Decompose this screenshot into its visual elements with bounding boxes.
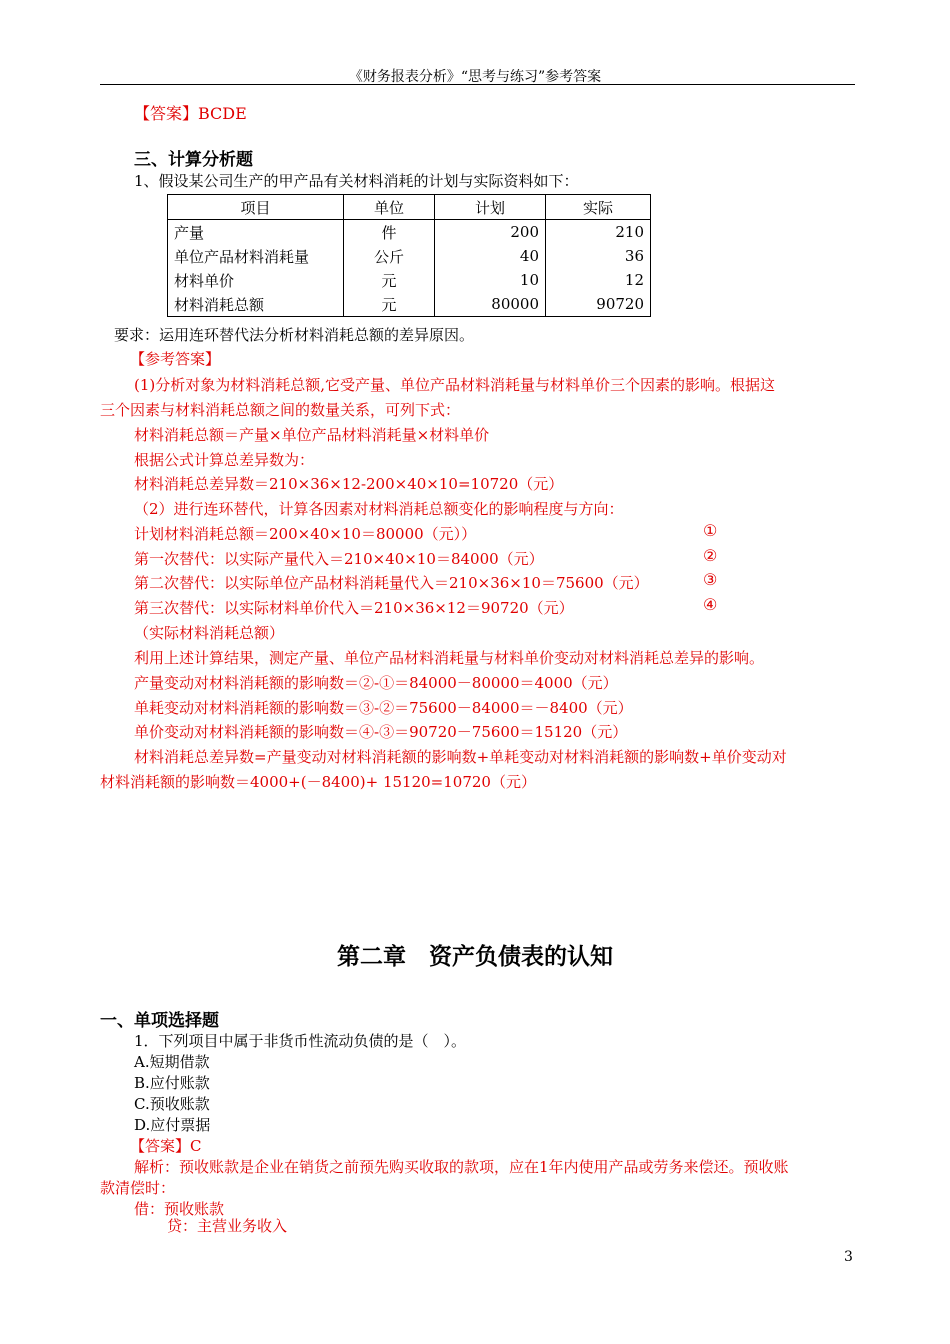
option-b: B.应付账款	[134, 1074, 210, 1092]
table-cell: 材料消耗总额	[168, 292, 344, 317]
analysis-line: 解析：预收账款是企业在销货之前预先购买收取的款项，应在1年内使用产品或劳务来偿还。预收账	[134, 1158, 789, 1176]
answer-line: (1)分析对象为材料消耗总额,它受产量、单位产品材料消耗量与材料单价三个因素的影响。根据这	[134, 376, 776, 394]
table-cell: 件	[344, 220, 435, 245]
table-cell: 36	[546, 244, 651, 268]
answer-line: 材料消耗总差异数=产量变动对材料消耗额的影响数+单耗变动对材料消耗额的影响数+单价变动对	[134, 748, 787, 766]
circled-marker-2: ②	[703, 546, 718, 565]
section-title-calculation: 三、计算分析题	[134, 150, 253, 170]
answer-line: 第三次替代：以实际材料单价代入＝210×36×12＝90720（元）	[134, 599, 574, 617]
header-rule	[100, 84, 855, 85]
analysis-line: 款清偿时：	[100, 1179, 176, 1197]
reference-answer-label: 【参考答案】	[130, 350, 221, 368]
answer-line: 单价变动对材料消耗额的影响数＝④-③＝90720－75600＝15120（元）	[134, 723, 628, 741]
answer-line: 材料消耗总额＝产量×单位产品材料消耗量×材料单价	[134, 426, 490, 444]
table-row	[168, 244, 651, 268]
circled-marker-1: ①	[703, 521, 718, 540]
material-consumption-table	[167, 194, 651, 317]
answer-line: 产量变动对材料消耗额的影响数＝②-①＝84000－80000＝4000（元）	[134, 674, 618, 692]
page-header: 《财务报表分析》“思考与练习”参考答案	[348, 69, 602, 85]
table-cell: 元	[344, 292, 435, 317]
table-cell: 80000	[435, 292, 546, 317]
section-title-single-choice: 一、单项选择题	[100, 1011, 219, 1031]
answer-line: 计划材料消耗总额＝200×40×10＝80000（元））	[134, 525, 477, 543]
answer-line: 材料消耗额的影响数＝4000+(－8400)+ 15120=10720（元）	[100, 773, 536, 791]
table-cell: 公斤	[344, 244, 435, 268]
table-row	[168, 220, 651, 245]
answer-line: 利用上述计算结果，测定产量、单位产品材料消耗量与材料单价变动对材料消耗总差异的影响。	[134, 649, 765, 667]
table-cell: 单位产品材料消耗量	[168, 244, 344, 268]
table-cell: 40	[435, 244, 546, 268]
option-d: D.应付票据	[134, 1116, 211, 1134]
chapter-title: 第二章 资产负债表的认知	[337, 943, 613, 970]
journal-debit: 借：预收账款	[134, 1200, 225, 1218]
table-cell: 材料单价	[168, 268, 344, 292]
table-header-cell: 项目	[168, 195, 344, 220]
answer-line: 第二次替代：以实际单位产品材料消耗量代入＝210×36×10＝75600（元）	[134, 574, 649, 592]
table-header-row	[168, 195, 651, 220]
answer-line: 三个因素与材料消耗总额之间的数量关系，可列下式：	[100, 401, 461, 419]
table-header-cell: 计划	[435, 195, 546, 220]
answer-line: 单耗变动对材料消耗额的影响数＝③-②＝75600－84000＝－8400（元）	[134, 699, 633, 717]
answer-line: （2）进行连环替代，计算各因素对材料消耗总额变化的影响程度与方向：	[134, 500, 624, 518]
page-number: 3	[844, 1249, 853, 1265]
previous-answer: 【答案】BCDE	[134, 104, 247, 123]
table-header-cell: 实际	[546, 195, 651, 220]
option-c: C.预收账款	[134, 1095, 210, 1113]
table-cell: 产量	[168, 220, 344, 245]
table-cell: 元	[344, 268, 435, 292]
answer-label: 【答案】C	[130, 1137, 202, 1155]
option-a: A.短期借款	[134, 1053, 210, 1071]
table-cell: 210	[546, 220, 651, 245]
table-header-cell: 单位	[344, 195, 435, 220]
circled-marker-4: ④	[703, 595, 718, 614]
table-row	[168, 292, 651, 317]
table-row	[168, 268, 651, 292]
requirement-text: 要求：运用连环替代法分析材料消耗总额的差异原因。	[114, 326, 475, 344]
answer-line: 第一次替代：以实际产量代入＝210×40×10＝84000（元）	[134, 550, 544, 568]
circled-marker-3: ③	[703, 570, 718, 589]
answer-line: 材料消耗总差异数＝210×36×12-200×40×10=10720（元）	[134, 475, 564, 493]
table-cell: 200	[435, 220, 546, 245]
table-cell: 10	[435, 268, 546, 292]
table-cell: 90720	[546, 292, 651, 317]
question-text: 1．下列项目中属于非货币性流动负债的是（ ）。	[134, 1032, 467, 1050]
answer-line: （实际材料消耗总额）	[134, 624, 285, 642]
journal-credit: 贷：主营业务收入	[167, 1217, 288, 1235]
table-cell: 12	[546, 268, 651, 292]
answer-line: 根据公式计算总差异数为：	[134, 451, 315, 469]
question-intro: 1、假设某公司生产的甲产品有关材料消耗的计划与实际资料如下：	[134, 172, 579, 190]
